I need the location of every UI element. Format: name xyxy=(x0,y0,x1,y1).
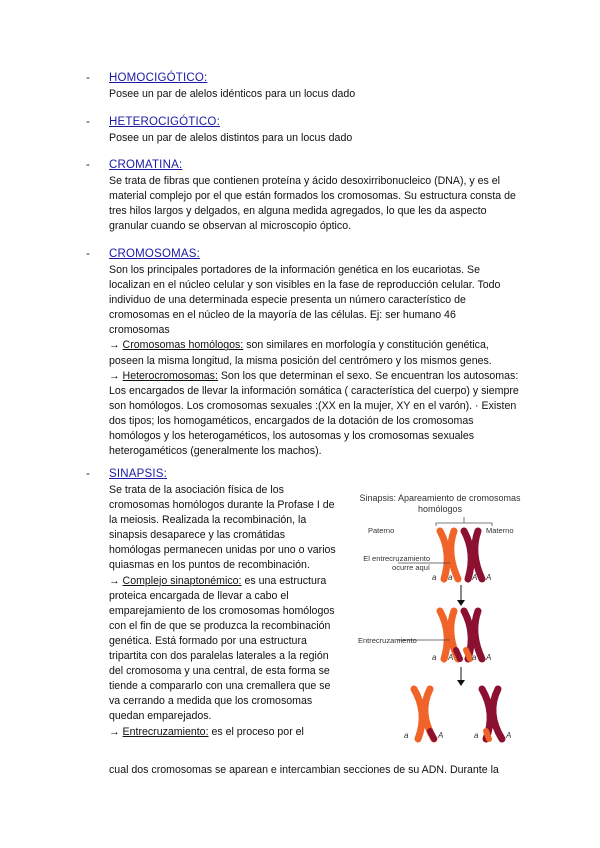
allele-label: a xyxy=(432,653,437,662)
term-cromatina[interactable]: CROMATINA: xyxy=(109,159,183,171)
allele-label: A xyxy=(438,731,444,740)
cromosomas-homologos xyxy=(109,338,519,368)
term-heterocigotico[interactable]: HETEROCIGÓTICO: xyxy=(109,116,220,128)
allele-label: a xyxy=(432,573,437,582)
synapsis-figure xyxy=(348,493,528,751)
stage-2-chromosomes xyxy=(440,611,482,659)
cromosomas-heterocromosomas xyxy=(109,369,519,460)
definition-homocigotico: Posee un par de alelos idénticos para un locus dado xyxy=(109,88,356,100)
homologos-text: son similares en morfología y constitución genética, poseen la misma longitud, la misma posición del centrómero y los mismos genes. xyxy=(109,339,492,367)
allele-label: A xyxy=(506,731,512,740)
paternal-chromosome xyxy=(440,531,458,579)
term-cromosomas[interactable]: CROMOSOMAS: xyxy=(109,248,201,260)
list-dash: - xyxy=(86,72,90,84)
definition-heterocigotico: Posee un par de alelos distintos para un locus dado xyxy=(109,132,353,144)
bracket-line xyxy=(436,523,492,526)
exchanged-segment xyxy=(430,731,434,739)
label-paterno: Paterno xyxy=(368,526,395,535)
allele-label: A xyxy=(486,573,492,582)
allele-label: a xyxy=(404,731,409,740)
exchanged-segment xyxy=(466,650,470,659)
allele-label: a xyxy=(472,653,477,662)
maternal-chromosome xyxy=(464,531,482,579)
sinapsis-intro: Se trata de la asociación física de los cromosomas homólogos durante la Profase I de la meiosis. Realizada la recombinación, la sinapsis desaparece y las cromátidas homólogas permanecen unidas por uno o varios quiasmas en los puntos de recombinación. xyxy=(109,484,336,572)
entrecruz-text: es el proceso por el xyxy=(208,725,304,738)
list-dash: - xyxy=(86,248,90,260)
hetero-text: Son los que determinan el sexo. Se encuentran los autosomas: Los encargados de llevar la información somática ( característica del cuerpo) y siempre son homólogos. Los cromosomas sexuales :(XX en la mujer, XY en el varón). · Existen dos tipos; los homogaméticos, encargados de la dotación de los cromosomas homólogos y los heterogaméticos, los autosomas y los cromosomas sexuales heterogaméticos (generalmente los machos). xyxy=(109,369,519,458)
arrow-icon: → xyxy=(109,574,120,587)
allele-label: A xyxy=(448,653,454,662)
label-entrecruzamiento: Entrecruzamiento xyxy=(358,636,417,645)
entrecruz-term: Entrecruzamiento: xyxy=(122,725,209,738)
arrow-head xyxy=(457,680,465,686)
arrow-head xyxy=(457,600,465,606)
term-homocigotico[interactable]: HOMOCIGÓTICO: xyxy=(109,72,208,84)
allele-label: A xyxy=(486,653,492,662)
label-materno: Materno xyxy=(486,526,514,535)
sinapsis-last-line: cual dos cromosomas se aparean e intercambian secciones de su ADN. Durante la xyxy=(109,764,499,776)
hetero-term: Heterocromosomas: xyxy=(122,369,218,382)
list-dash: - xyxy=(86,116,90,128)
label-crossover-site: El entrecruzamiento ocurre aquí xyxy=(363,554,430,572)
list-dash: - xyxy=(86,159,90,171)
list-dash: - xyxy=(86,468,90,480)
exchanged-segment xyxy=(456,650,460,659)
allele-label: a xyxy=(448,573,453,582)
arrow-icon: → xyxy=(109,369,120,382)
definition-cromatina: Se trata de fibras que contienen proteína y ácido desoxirribonucleico (DNA), y es el material complejo por el que están formados los cromosomas. Su estructura consta de tres hilos largos y delgados, en alguna medida agregados, lo que les da aspecto granular cuando se observan al microscopio óptico. xyxy=(109,175,516,233)
arrow-icon: → xyxy=(109,725,120,738)
exchanged-segment xyxy=(486,731,489,739)
allele-label: A xyxy=(472,573,478,582)
sinapsis-complejo xyxy=(109,574,337,725)
cromosomas-intro: Son los principales portadores de la información genética en los eucariotas. Se localizan en el núcleo celular y son visibles en la fase de reproducción celular. Todo individuo de una determinada especie presenta un número característico de cromosomas en el núcleo de la mayoría de las células. Ej: ser humano 46 cromosomas xyxy=(109,264,501,337)
homologos-term: Cromosomas homólogos: xyxy=(122,339,244,352)
definition-sinapsis xyxy=(109,483,337,740)
complejo-text: es una estructura proteica encargada de llevar a cabo el emparejamiento de los cromosomas homólogos con el fin de que se produzca la recombinación genética. Está formado por una estructura tripartita con dos paralelas laterales a la región del cromosoma y una central, de esta forma se tiende a compararlo con una cremallera que se va cerrando a medida que los cromosomas quedan emparejados. xyxy=(109,574,335,723)
allele-label: a xyxy=(474,731,479,740)
definition-cromosomas xyxy=(109,263,519,459)
figure-title: Sinapsis: Apareamiento de cromosomas homólogos xyxy=(359,493,521,514)
arrow-icon: → xyxy=(109,339,120,352)
sinapsis-entrecruzamiento xyxy=(109,725,337,740)
stage-1-chromosomes xyxy=(440,531,482,579)
term-sinapsis[interactable]: SINAPSIS: xyxy=(109,468,168,480)
complejo-term: Complejo sinaptonémico: xyxy=(122,574,242,587)
stage-3-chromosomes xyxy=(414,689,502,739)
